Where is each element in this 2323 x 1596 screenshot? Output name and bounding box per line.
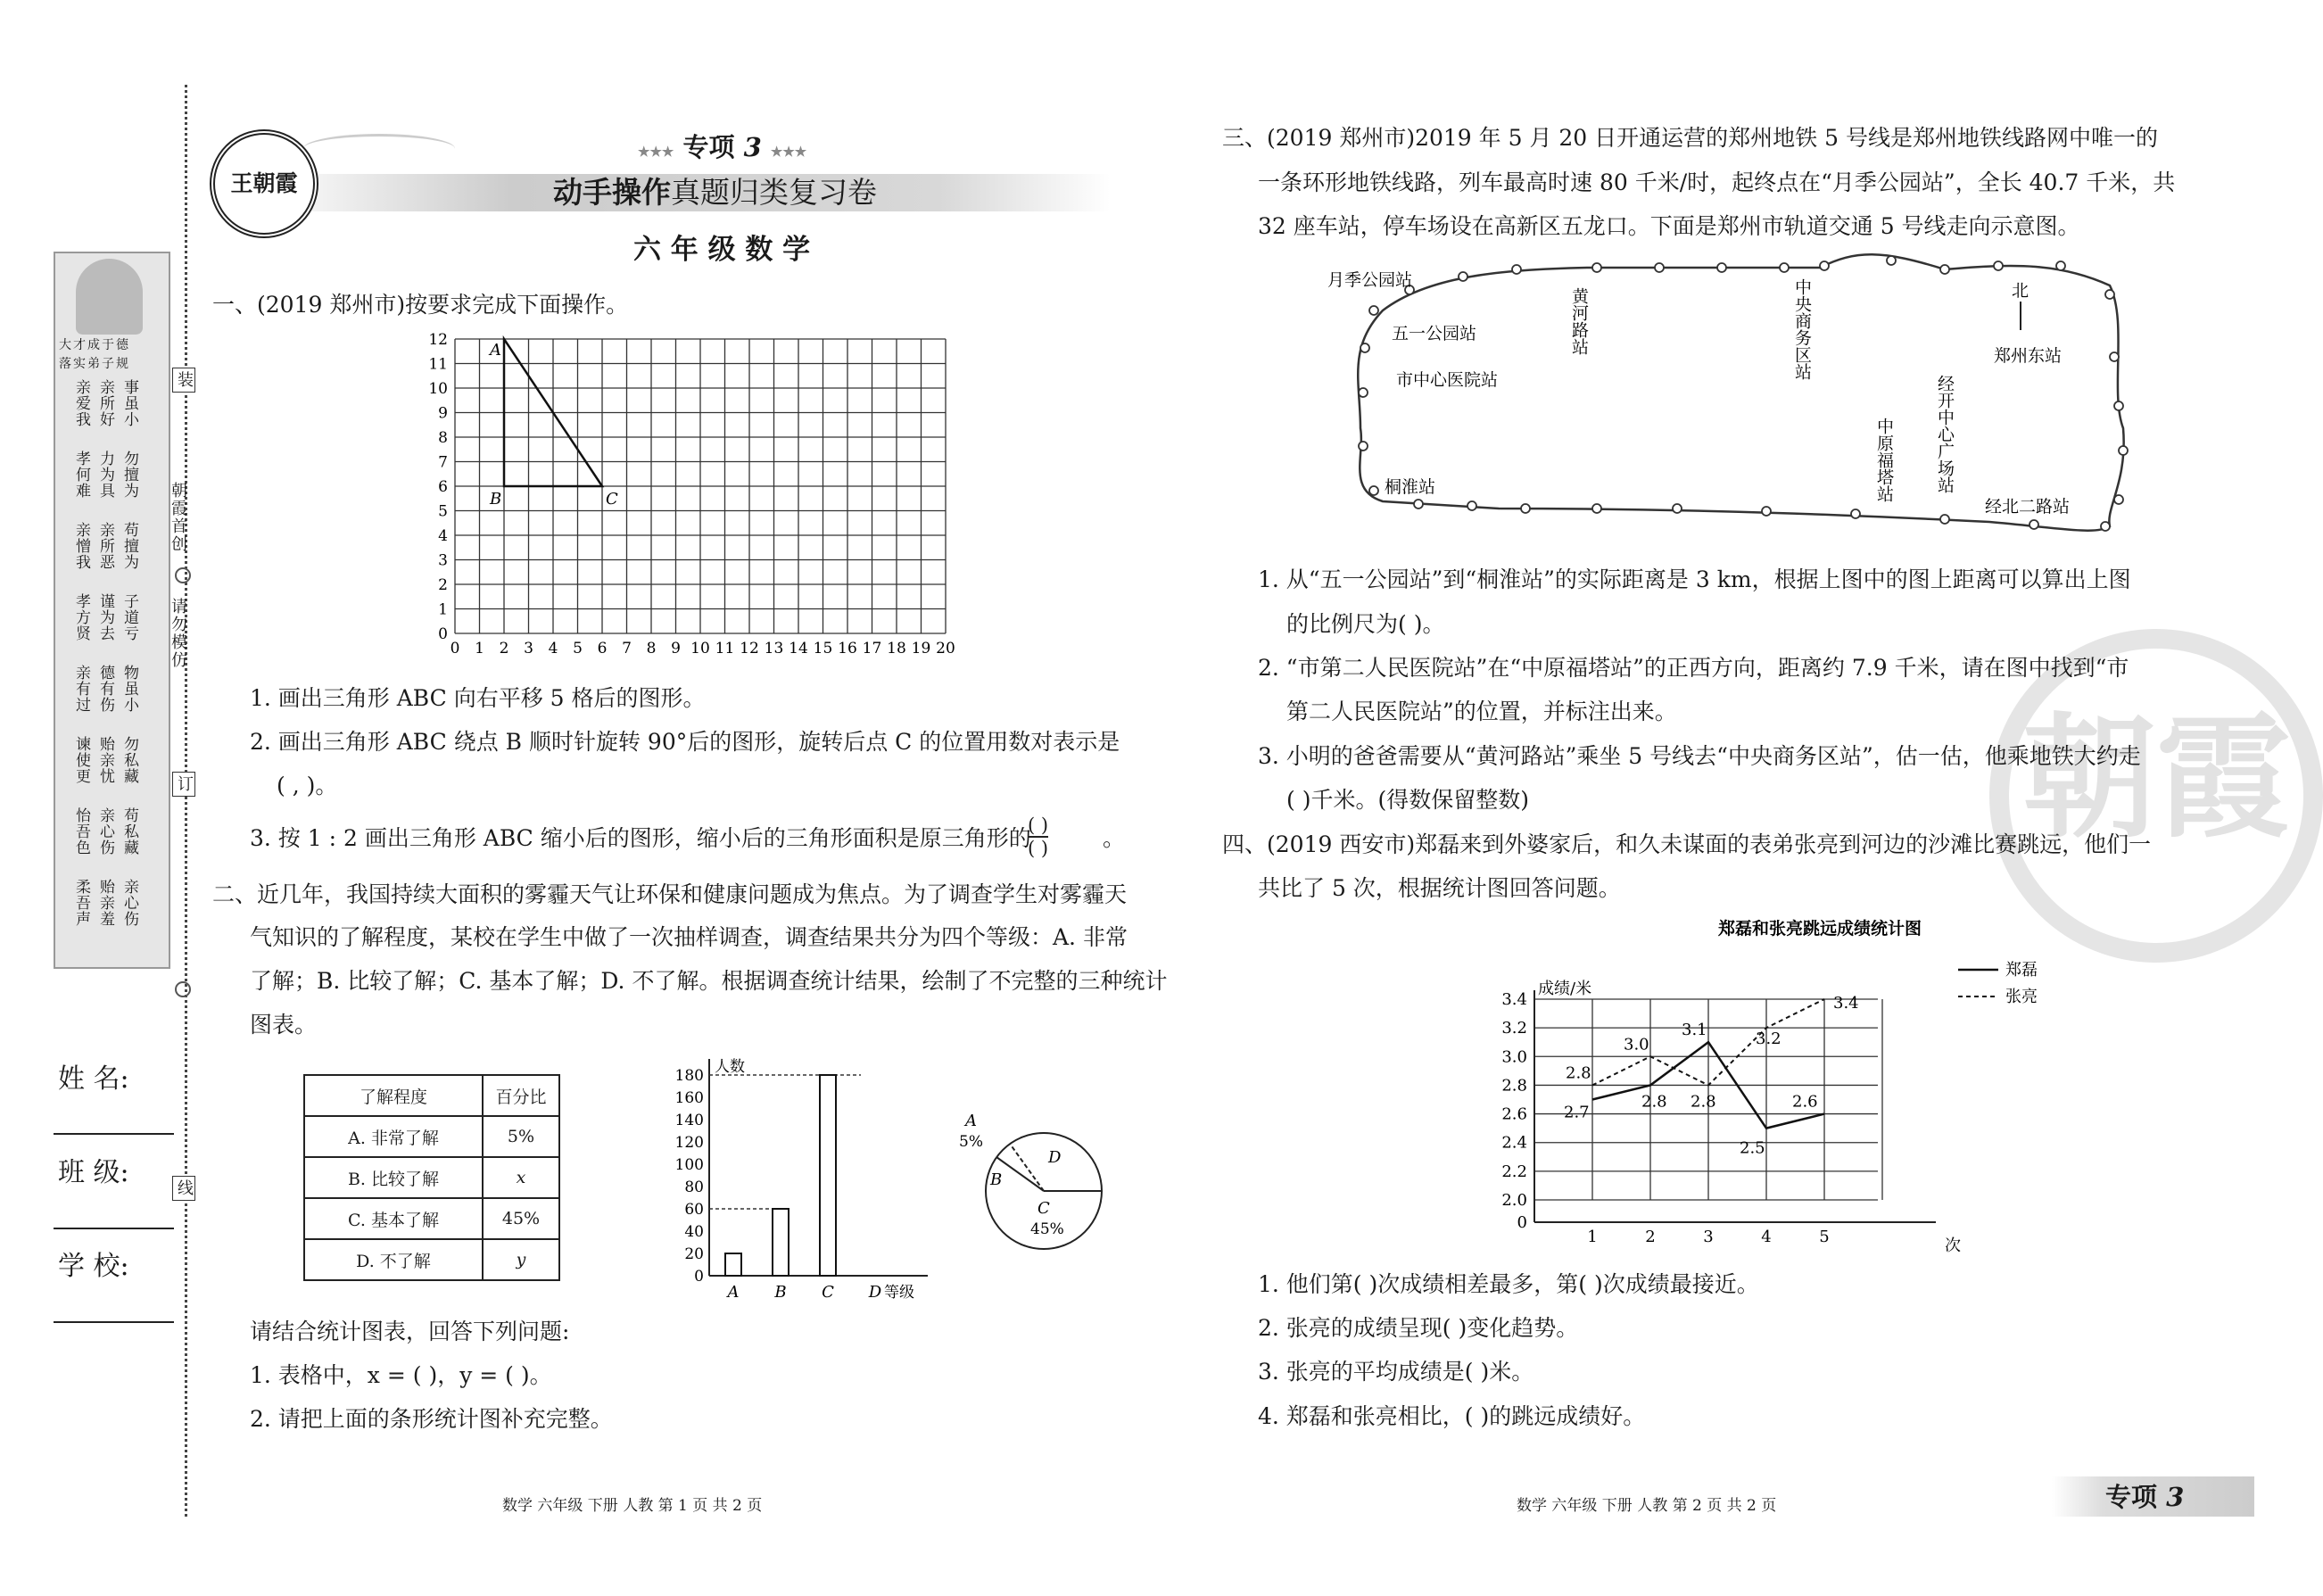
data-label: 2.8: [1641, 1092, 1667, 1112]
pie-label-d: D: [1048, 1148, 1062, 1167]
station-dot: [2030, 520, 2038, 529]
q1-item-3: 3. 按 1 : 2 画出三角形 ABC 缩小后的图形，缩小后的三角形面积是原三角形的: [250, 825, 1031, 851]
x-tick-label: 20: [936, 640, 955, 657]
couplet-column: 柔吾声: [72, 879, 90, 927]
x-tick-label: 15: [813, 640, 833, 657]
pie-divider: [996, 1157, 1044, 1191]
legend-label: 郑磊: [2005, 961, 2038, 980]
y-tick-label: 6: [438, 478, 448, 496]
q1-stem: 一、(2019 郑州市)按要求完成下面操作。: [212, 292, 629, 318]
y-tick-label: 10: [428, 380, 448, 398]
q3-item-3b: ( )千米。(得数保留整数): [1286, 787, 1529, 813]
x-tick-label: 12: [740, 640, 759, 657]
couplet-column: 谨为去: [96, 593, 114, 641]
couplet-column: 亲所恶: [96, 522, 114, 570]
station-dot: [2114, 401, 2123, 410]
series-tag: ★★★ 专项 3 ★★★: [638, 132, 807, 162]
table-row: B. 比较了解 x: [304, 1157, 559, 1198]
q2-line-2: 气知识的了解程度，某校在学生中做了一次抽样调查，调查结果共分为四个等级：A. 非常: [250, 924, 1128, 950]
station-zhengzhou-east: 郑州东站: [1994, 346, 2063, 366]
x-tick-label: 6: [597, 640, 608, 657]
couplet-column: 亲有过: [72, 665, 90, 713]
data-label: 2.8: [1566, 1063, 1591, 1083]
q3-line-1: 三、(2019 郑州市)2019 年 5 月 20 日开通运营的郑州地铁 5 号线是郑州地铁线路网中唯一的: [1222, 125, 2158, 151]
pie-pct-a: 5%: [959, 1133, 983, 1151]
data-label: 3.0: [1624, 1035, 1649, 1054]
q3-item-2b: 第二人民医院站”的位置，并标注出来。: [1286, 699, 1677, 724]
data-label: 2.6: [1792, 1092, 1818, 1112]
couplet-column: 贻亲羞: [96, 879, 114, 927]
couplet-column: 亲心伤: [96, 807, 114, 856]
x-tick-label: 10: [690, 640, 710, 657]
station-jingkai: 经开中心广场站: [1935, 375, 1955, 493]
q1-item-2: 2. 画出三角形 ABC 绕点 B 顺时针旋转 90°后的图形，旋转后点 C 的位置用数对表示是: [250, 729, 1120, 755]
station-dot: [1762, 507, 1771, 516]
station-huanghe: 黄河路站: [1569, 287, 1589, 355]
q2-tail-3: 2. 请把上面的条形统计图补充完整。: [250, 1406, 613, 1432]
copyright-1: 朝霞首创: [169, 482, 187, 553]
school-field[interactable]: [54, 1321, 174, 1323]
y-tick-label: 140: [674, 1112, 704, 1129]
x-axis-label: 等级: [884, 1284, 914, 1302]
station-yueji: 月季公园站: [1327, 270, 1413, 290]
data-label: 2.7: [1564, 1103, 1590, 1122]
table-header: 百分比: [483, 1075, 559, 1116]
station-dot: [2114, 495, 2123, 504]
y-tick-label: 2: [438, 576, 448, 594]
couplet-column: 物虽小: [120, 665, 138, 713]
x-tick-label: 18: [887, 640, 906, 657]
exam-title: 动手操作真题归类复习卷: [553, 175, 877, 210]
y-tick-label: 11: [428, 355, 448, 374]
station-dot: [1359, 388, 1368, 397]
couplet-column: 德有伤: [96, 665, 114, 713]
seal-2: 订: [172, 772, 195, 797]
clip-icon: [175, 567, 191, 583]
station-wuyi: 五一公园站: [1392, 324, 1477, 343]
x-tick-label: 5: [1819, 1228, 1830, 1246]
station-dot: [1655, 263, 1664, 272]
station-dot: [2056, 261, 2065, 270]
side-couplets: [71, 379, 152, 950]
station-dot: [2101, 522, 2110, 531]
class-field[interactable]: [54, 1228, 174, 1229]
couplet-column: 勿私藏: [120, 736, 138, 784]
name-label: 姓 名:: [58, 1063, 129, 1095]
point-b-label: B: [490, 490, 502, 509]
x-tick-label: 2: [499, 640, 509, 657]
data-label: 3.2: [1756, 1030, 1782, 1049]
station-dot: [2110, 352, 2119, 361]
y-tick-label: 20: [684, 1245, 704, 1263]
station-futa: 中原福塔站: [1874, 418, 1894, 502]
footer-left: 数学 六年级 下册 人教 第 1 页 共 2 页: [502, 1497, 763, 1515]
x-tick-label: B: [774, 1283, 787, 1302]
fraction-denominator: ( ): [1028, 838, 1049, 859]
q2-tail-2: 1. 表格中，x = ( )，y = ( )。: [250, 1362, 552, 1388]
bar: [773, 1209, 789, 1276]
couplet-column: 亲爱我: [72, 379, 90, 427]
y-tick-label: 2.6: [1501, 1104, 1527, 1124]
y-tick-label: 180: [674, 1067, 704, 1085]
pie-divider: [1010, 1144, 1044, 1191]
couplet-column: 亲憎我: [72, 522, 90, 570]
station-dot: [1887, 256, 1896, 265]
pie-pct-c: 45%: [1030, 1220, 1064, 1238]
class-label: 班 级:: [58, 1157, 129, 1188]
y-tick-label: 2.0: [1501, 1191, 1527, 1210]
x-tick-label: 1: [475, 640, 484, 657]
y-tick-label: 120: [674, 1134, 704, 1152]
metro-loop-line: [1358, 254, 2123, 530]
x-tick-label: 9: [671, 640, 681, 657]
y-tick-label: 3.2: [1501, 1019, 1527, 1038]
seal-1: 装: [172, 368, 195, 393]
y-tick-label: 0: [694, 1268, 704, 1286]
x-tick-label: 17: [862, 640, 882, 657]
couplet-column: 亲心伤: [120, 879, 138, 927]
bar: [820, 1075, 836, 1276]
q3-item-1: 1. 从“五一公园站”到“桐淮站”的实际距离是 3 km，根据上图中的图上距离可以算出上图: [1258, 566, 2131, 592]
station-jingbei: 经北二路站: [1985, 497, 2071, 517]
y-tick-label: 8: [438, 429, 448, 447]
couplet-column: 谏使更: [72, 736, 90, 784]
x-tick-label: 13: [764, 640, 784, 657]
data-label: 3.1: [1682, 1021, 1707, 1040]
couplet-column: 亲所好: [96, 379, 114, 427]
binding-dotted-line: [185, 85, 187, 1517]
x-tick-label: 4: [1761, 1228, 1772, 1246]
station-dot: [1940, 265, 1949, 274]
pie-chart: [946, 1106, 1115, 1249]
q4-item-4: 4. 郑磊和张亮相比，( )的跳远成绩好。: [1258, 1403, 1646, 1429]
line-chart[interactable]: [1463, 914, 2070, 1258]
station-dot: [1369, 306, 1378, 315]
station-dot: [1369, 486, 1378, 495]
q3-item-2: 2. “市第二人民医院站”在“中原福塔站”的正西方向，距离约 7.9 千米，请在图中找到“市: [1258, 655, 2129, 681]
pie-label-c: C: [1037, 1199, 1050, 1218]
station-tonghuai: 桐淮站: [1385, 477, 1436, 497]
brand-logo: [210, 129, 318, 238]
watermark-text: 朝霞: [2021, 699, 2290, 856]
q4-line-2: 共比了 5 次，根据统计图回答问题。: [1258, 875, 1621, 901]
name-field[interactable]: [54, 1133, 174, 1135]
couplet-column: 孝何难: [72, 451, 90, 499]
q2-line-4: 图表。: [250, 1012, 318, 1038]
ribbon-decoration: [303, 134, 455, 163]
pie-label-b: B: [990, 1170, 1003, 1189]
x-tick-label: 3: [524, 640, 533, 657]
x-tick-label: 16: [838, 640, 857, 657]
metro-map[interactable]: [1320, 250, 2087, 553]
fraction-numerator: ( ): [1028, 815, 1049, 836]
coordinate-grid[interactable]: [419, 330, 955, 669]
y-tick-label: 3.0: [1501, 1047, 1527, 1067]
data-label: 2.5: [1740, 1138, 1765, 1158]
x-tick-label: 14: [789, 640, 808, 657]
point-c-label: C: [606, 490, 618, 509]
x-tick-label: A: [727, 1283, 740, 1302]
q1-end: 。: [1103, 825, 1126, 851]
footer-right: 数学 六年级 下册 人教 第 2 页 共 2 页: [1517, 1497, 1777, 1515]
motto-2: 落实弟子规: [59, 357, 130, 371]
station-dot: [1851, 509, 1860, 518]
pie-label-a: A: [965, 1112, 977, 1130]
x-tick-label: 5: [573, 640, 583, 657]
motto-1: 大才成于德: [59, 338, 130, 352]
x-tick-label: C: [822, 1283, 834, 1302]
y-tick-label: 60: [684, 1201, 704, 1219]
chart-title: 郑磊和张亮跳远成绩统计图: [1717, 919, 1922, 939]
y-tick-label: 5: [438, 502, 448, 521]
station-dot: [1592, 263, 1601, 272]
station-dot: [1521, 504, 1530, 513]
y-tick-label: 40: [684, 1223, 704, 1241]
q3-line-2: 一条环形地铁线路，列车最高时速 80 千米/时，起终点在“月季公园站”，全长 40.7 千米，共: [1258, 170, 2176, 195]
station-dot: [1467, 501, 1476, 510]
q1-item-1: 1. 画出三角形 ABC 向右平移 5 格后的图形。: [250, 685, 706, 711]
x-axis-label: 次: [1945, 1236, 1961, 1255]
data-label: 2.8: [1691, 1092, 1716, 1112]
y-tick-label: 3.4: [1501, 990, 1527, 1009]
q1-fraction: [1028, 815, 1048, 859]
table-row: D. 不了解 y: [304, 1239, 559, 1280]
y-tick-label: 80: [684, 1178, 704, 1196]
q2-line-3: 了解；B. 比较了解；C. 基本了解；D. 不了解。根据调查统计结果，绘制了不完整的三种统计: [250, 968, 1168, 994]
couplet-column: 苟私藏: [120, 807, 138, 856]
station-dot: [1592, 504, 1601, 513]
seal-3: 线: [172, 1176, 195, 1201]
brand-logo-text: 王朝霞: [230, 170, 298, 196]
bar-chart[interactable]: [660, 1053, 955, 1311]
x-tick-label: 19: [911, 640, 931, 657]
bar: [725, 1253, 741, 1276]
couplet-column: 怡吾色: [72, 807, 90, 856]
station-dot: [1673, 504, 1682, 513]
clip-icon: [175, 981, 191, 997]
q2-tail-1: 请结合统计图表，回答下列问题:: [250, 1319, 570, 1344]
couplet-column: 子道亏: [120, 593, 138, 641]
couplet-column: 贻亲忧: [96, 736, 114, 784]
table-header: 了解程度: [304, 1075, 483, 1116]
y-tick-label: 2.2: [1501, 1162, 1527, 1181]
q4-item-2: 2. 张亮的成绩呈现( )变化趋势。: [1258, 1315, 1579, 1341]
station-hospital: 市中心医院站: [1396, 370, 1499, 390]
station-dot: [1459, 272, 1467, 281]
y-tick-label: 3: [438, 551, 448, 570]
y-tick-label: 2.8: [1501, 1076, 1527, 1096]
station-dot: [1780, 263, 1789, 272]
x-tick-label: 11: [715, 640, 735, 657]
x-tick-label: 1: [1587, 1228, 1598, 1246]
y-tick-label: 7: [438, 453, 448, 472]
x-tick-label: 2: [1645, 1228, 1656, 1246]
station-dot: [1994, 261, 2003, 270]
y-tick-label: 12: [428, 331, 448, 349]
x-tick-label: 7: [622, 640, 632, 657]
y-tick-label: 0: [1517, 1213, 1527, 1232]
y-tick-label: 100: [674, 1156, 704, 1174]
station-dot: [1414, 500, 1423, 509]
mascot-avatar: [76, 259, 143, 335]
x-tick-label: 4: [548, 640, 558, 657]
table-row: C. 基本了解 45%: [304, 1198, 559, 1239]
legend-label: 张亮: [2005, 988, 2038, 1006]
series-badge-text: 专项 3: [2105, 1482, 2185, 1512]
y-tick-label: 4: [438, 527, 448, 545]
x-tick-label: D: [868, 1283, 882, 1302]
couplet-column: 勿擅为: [120, 451, 138, 499]
north-label: 北: [2012, 281, 2030, 301]
x-tick-label: 8: [646, 640, 657, 657]
station-dot: [1360, 343, 1369, 352]
q3-item-3: 3. 小明的爸爸需要从“黄河路站”乘坐 5 号线去“中央商务区站”，估一估，他乘地铁大约走: [1258, 743, 2141, 769]
y-tick-label: 0: [438, 625, 448, 643]
point-a-label: A: [490, 341, 501, 360]
y-axis-label: 成绩/米: [1538, 980, 1592, 998]
x-tick-label: 0: [450, 640, 460, 657]
couplet-column: 孝方贤: [72, 593, 90, 641]
station-cbd: 中央商务区站: [1792, 278, 1812, 380]
q3-line-3: 32 座车站，停车场设在高新区五龙口。下面是郑州市轨道交通 5 号线走向示意图。: [1258, 213, 2080, 239]
q4-item-3: 3. 张亮的平均成绩是( )米。: [1258, 1359, 1534, 1385]
station-dot: [1717, 263, 1726, 272]
y-tick-label: 1: [438, 600, 448, 619]
y-tick-label: 9: [438, 404, 448, 423]
q3-item-1b: 的比例尺为( )。: [1286, 611, 1445, 637]
couplet-column: 苟擅为: [120, 522, 138, 570]
station-dot: [2119, 446, 2128, 455]
school-label: 学 校:: [58, 1251, 129, 1282]
y-axis-label: 人数: [715, 1058, 745, 1076]
table-row: A. 非常了解 5%: [304, 1116, 559, 1157]
q2-line-1: 二、近几年，我国持续大面积的雾霾天气让环保和健康问题成为焦点。为了调查学生对雾霾天: [212, 881, 1128, 907]
station-dot: [1820, 261, 1829, 270]
couplet-column: 力为具: [96, 451, 114, 499]
q1-item-2-answer: ( , )。: [277, 773, 338, 798]
station-dot: [1512, 265, 1521, 274]
station-dot: [2105, 290, 2114, 299]
q4-item-1: 1. 他们第( )次成绩相差最多，第( )次成绩最接近。: [1258, 1271, 1759, 1297]
x-tick-label: 3: [1703, 1228, 1714, 1246]
data-label: 3.4: [1833, 994, 1859, 1013]
exam-subtitle: 六 年 级 数 学: [633, 234, 811, 266]
survey-table: [303, 1074, 560, 1281]
y-tick-label: 2.4: [1501, 1133, 1527, 1153]
couplet-column: 事虽小: [120, 379, 138, 427]
station-dot: [1359, 442, 1368, 451]
station-dot: [1940, 515, 1949, 524]
y-tick-label: 160: [674, 1089, 704, 1107]
copyright-2: 请勿模仿: [169, 598, 187, 669]
q4-line-1: 四、(2019 西安市)郑磊来到外婆家后，和久未谋面的表弟张亮到河边的沙滩比赛跳远，他们一: [1222, 831, 2152, 857]
